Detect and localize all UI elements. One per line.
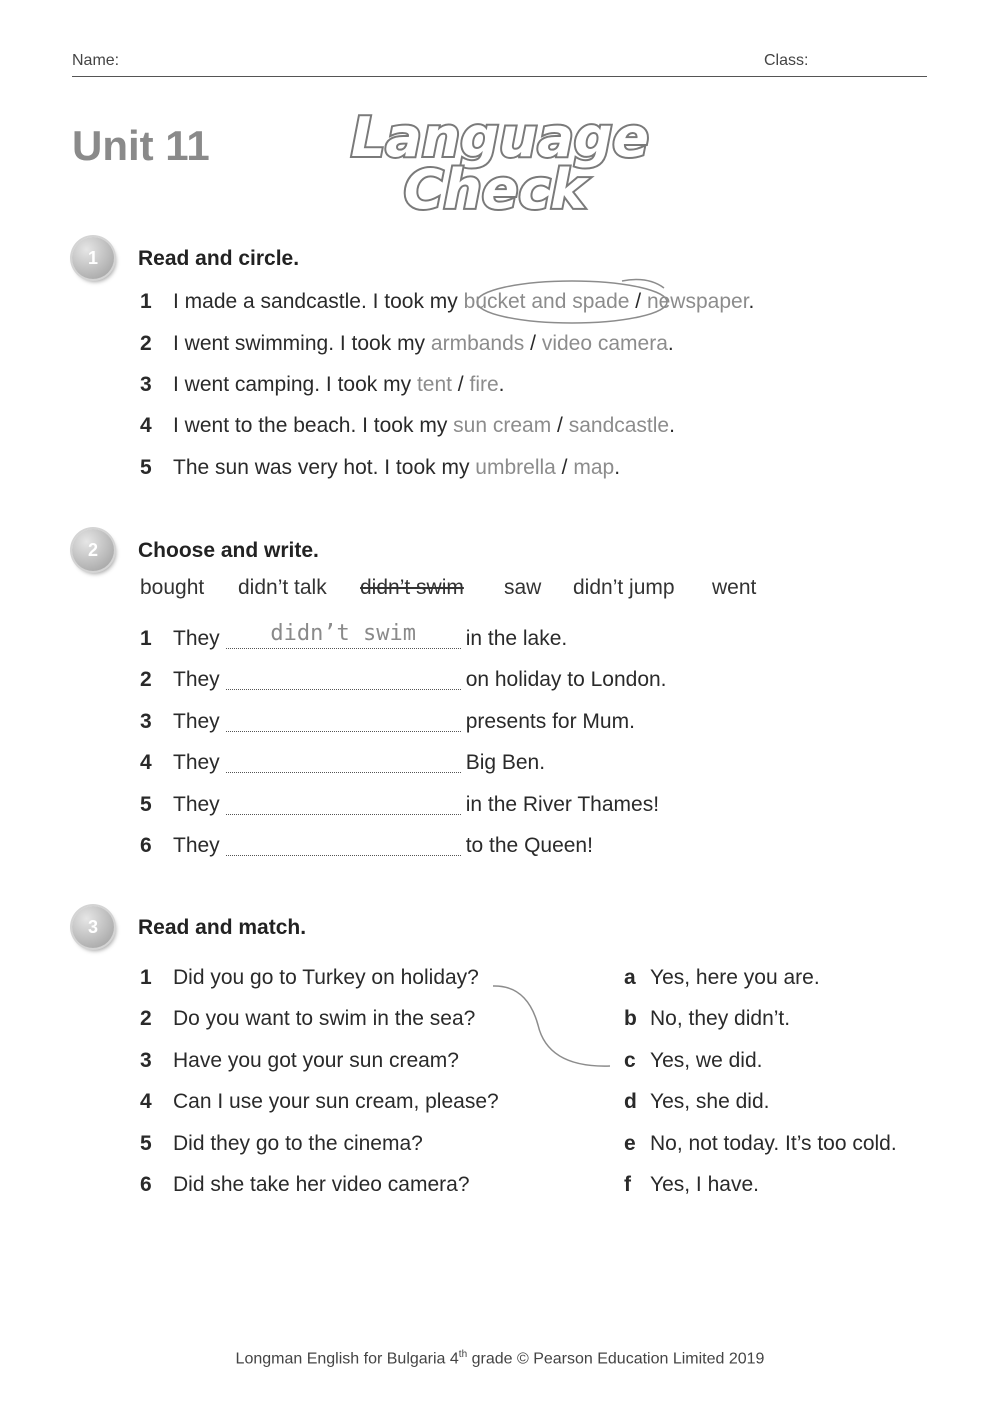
write-item [140,751,545,775]
item-end: . [669,414,675,437]
answer-letter: c [624,1049,636,1072]
matching-line [493,986,610,1066]
item-number: 1 [140,627,152,650]
question-text: Can I use your sun cream, please? [173,1090,499,1113]
word-bank-item: didn’t jump [573,576,675,599]
footer: Longman English for Bulgaria 4th grade © Pearson Education Limited 2019 [235,1349,765,1368]
item-number: 3 [140,710,152,733]
item-text: The sun was very hot. I took my [173,456,476,479]
item-end: in the lake. [465,627,568,650]
item-start: They [173,710,220,733]
answer-text: Yes, we did. [650,1049,763,1072]
option-a[interactable]: tent [416,373,452,396]
item-text: I went to the beach. I took my [173,414,454,437]
section-3-badge: 3 [72,906,114,948]
answer-letter: a [624,966,636,989]
match-question[interactable] [140,966,479,990]
answer-blank[interactable] [226,793,461,815]
circle-item [140,456,620,480]
question-number: 1 [140,966,152,989]
item-start: They [173,751,220,774]
item-end: to the Queen! [465,834,593,857]
item-end: in the River Thames! [465,793,660,816]
option-separator: / [551,414,569,437]
match-question[interactable] [140,1173,470,1197]
match-question[interactable] [140,1090,499,1114]
answer-text: Yes, here you are. [650,966,820,989]
answer-letter: e [624,1132,636,1155]
answer-text: didn’t swim [270,621,417,646]
answer-blank[interactable] [226,751,461,773]
answer-letter: d [624,1090,637,1113]
match-answer[interactable] [624,1049,762,1073]
option-a[interactable]: bucket and spade [463,290,630,313]
item-start: They [173,668,220,691]
language-check-logo [335,104,665,216]
answer-circle-tail [622,280,664,288]
svg-text:Check: Check [403,158,587,216]
question-number: 6 [140,1173,152,1196]
option-a[interactable]: sun cream [453,414,552,437]
word-bank-item: didn’t talk [238,576,327,599]
svg-text:Language: Language [350,106,650,169]
answer-blank[interactable] [226,710,461,732]
answer-letter: f [624,1173,631,1196]
item-number: 6 [140,834,152,857]
word-bank-item: bought [140,576,205,599]
item-number: 4 [140,751,152,774]
answer-text: No, they didn’t. [650,1007,791,1030]
item-start: They [173,627,220,650]
section-2-title: Choose and write. [138,539,319,562]
circle-item [140,414,675,438]
item-start: They [173,834,220,857]
circle-item [140,332,674,356]
question-number: 2 [140,1007,152,1030]
name-class-header [72,52,927,77]
option-b[interactable]: sandcastle [568,414,670,437]
item-number: 2 [140,668,152,691]
question-text: Did she take her video camera? [173,1173,470,1196]
item-end: . [748,290,755,313]
item-end: on holiday to London. [465,668,667,691]
answer-text: No, not today. It’s too cold. [650,1132,897,1155]
option-b[interactable]: newspaper [646,290,749,313]
write-item [140,668,667,692]
question-text: Did you go to Turkey on holiday? [173,966,479,989]
item-end: presents for Mum. [465,710,635,733]
class-label: Class: [764,52,809,69]
item-end: . [667,332,674,355]
write-item [140,834,593,858]
option-separator: / [629,290,647,313]
match-answer[interactable] [624,1173,759,1197]
unit-title: Unit 11 [72,122,210,169]
option-b[interactable]: fire [469,373,499,396]
question-text: Do you want to swim in the sea? [173,1007,476,1030]
answer-text: Yes, I have. [650,1173,759,1196]
item-start: They [173,793,220,816]
match-question[interactable] [140,1007,475,1031]
question-text: Did they go to the cinema? [173,1132,423,1155]
question-number: 5 [140,1132,152,1155]
option-a[interactable]: armbands [430,332,525,355]
word-bank-item-used: didn’t swim [360,576,464,599]
option-a[interactable]: umbrella [475,456,556,479]
word-bank-item: saw [504,576,542,599]
answer-blank[interactable] [226,668,461,690]
item-number: 4 [140,414,152,437]
word-bank-item: went [712,576,757,599]
answer-blank[interactable] [226,621,461,649]
option-separator: / [451,373,470,396]
circle-item [140,373,505,397]
question-number: 3 [140,1049,152,1072]
circle-item [140,290,754,314]
write-item [140,621,568,651]
write-item [140,710,635,734]
option-separator: / [555,456,574,479]
item-text: I made a sandcastle. I took my [173,290,464,313]
item-number: 5 [140,456,152,479]
item-end: . [614,456,621,479]
item-number: 2 [140,332,152,355]
item-end: Big Ben. [465,751,546,774]
match-answer[interactable] [624,1132,897,1156]
option-b[interactable]: video camera [541,332,668,355]
item-number: 5 [140,793,152,816]
section-2-badge: 2 [72,529,114,571]
item-number: 1 [140,290,152,313]
option-separator: / [524,332,542,355]
match-question[interactable] [140,1132,423,1156]
section-3-title: Read and match. [138,916,307,939]
answer-blank[interactable] [226,834,461,856]
write-item [140,793,659,817]
question-text: Have you got your sun cream? [173,1049,459,1072]
answer-text: Yes, she did. [650,1090,770,1113]
item-text: I went camping. I took my [173,373,417,396]
match-answer[interactable] [624,966,820,990]
section-1-badge: 1 [72,237,114,279]
name-label: Name: [72,52,120,69]
match-answer[interactable] [624,1007,790,1031]
section-1-title: Read and circle. [138,247,300,270]
item-end: . [498,373,505,396]
answer-letter: b [624,1007,637,1030]
option-b[interactable]: map [573,456,615,479]
item-number: 3 [140,373,152,396]
match-question[interactable] [140,1049,459,1073]
match-answer[interactable] [624,1090,769,1114]
item-text: I went swimming. I took my [173,332,431,355]
question-number: 4 [140,1090,152,1113]
